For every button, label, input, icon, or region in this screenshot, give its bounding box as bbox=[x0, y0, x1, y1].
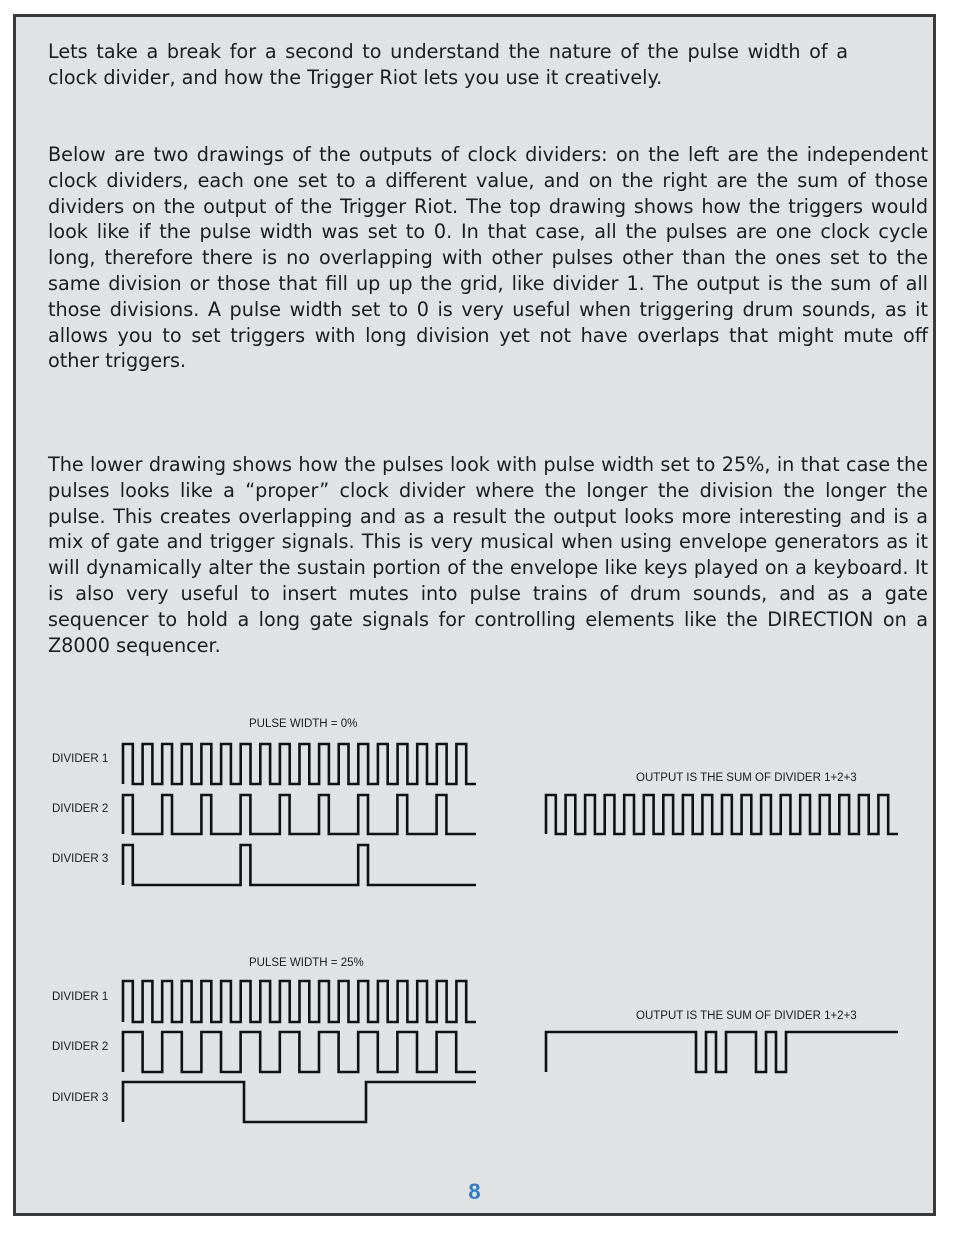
divider-3-label: DIVIDER 3 bbox=[52, 853, 109, 865]
divider-2-label: DIVIDER 2 bbox=[52, 803, 109, 815]
divider-3-waveform bbox=[123, 1082, 476, 1122]
diagram-title: PULSE WIDTH = 25% bbox=[249, 957, 364, 969]
diagram-title: PULSE WIDTH = 0% bbox=[249, 718, 358, 730]
divider-1-waveform bbox=[123, 981, 476, 1022]
page bbox=[13, 14, 936, 1216]
intro-paragraph: Lets take a break for a second to understand the nature of the pulse width of a clock divider, and how the Trigger Riot lets you use it creatively. bbox=[48, 40, 848, 89]
output-label: OUTPUT IS THE SUM OF DIVIDER 1+2+3 bbox=[636, 772, 857, 784]
output-waveform bbox=[546, 1032, 898, 1072]
divider-1-label: DIVIDER 1 bbox=[52, 753, 109, 765]
diagram-1-waveforms bbox=[16, 17, 933, 1213]
divider-2-waveform bbox=[123, 1032, 476, 1072]
page-number: 8 bbox=[468, 1179, 481, 1204]
output-label: OUTPUT IS THE SUM OF DIVIDER 1+2+3 bbox=[636, 1010, 857, 1022]
divider-2-label: DIVIDER 2 bbox=[52, 1041, 109, 1053]
divider-3-label: DIVIDER 3 bbox=[52, 1092, 109, 1104]
quarter-pulse-width-paragraph: The lower drawing shows how the pulses look with pulse width set to 25%, in that case the pulses looks like a “proper” clock divider where the longer the division the longer the pulse. This creates overlapping and as a result the output looks more interesting and is a mix of gate and trigger signals. This is very musical when using envelope generators as it will dynamically alter the sustain portion of the envelope like keys played on a keyboard. It is also very useful to insert mutes into pulse trains of drum sounds, and as a gate sequencer to hold a long gate signals for controlling elements like the DIRECTION on a Z8000 sequencer. bbox=[48, 453, 928, 657]
zero-pulse-width-paragraph: Below are two drawings of the outputs of clock dividers: on the left are the independent clock dividers, each one set to a different value, and on the right are the sum of those dividers on the output of the Trigger Riot. The top drawing shows how the triggers would look like if the pulse width was set to 0. In that case, all the pulses are one clock cycle long, therefore there is no overlapping with other pulses other than the ones set to the same division or those that fill up up the grid, like divider 1. The output is the sum of all those divisions. A pulse width set to 0 is very useful when triggering drum sounds, as it allows you to set triggers with long division yet not have overlaps that might mute off other triggers. bbox=[48, 143, 928, 373]
divider-1-label: DIVIDER 1 bbox=[52, 991, 109, 1003]
